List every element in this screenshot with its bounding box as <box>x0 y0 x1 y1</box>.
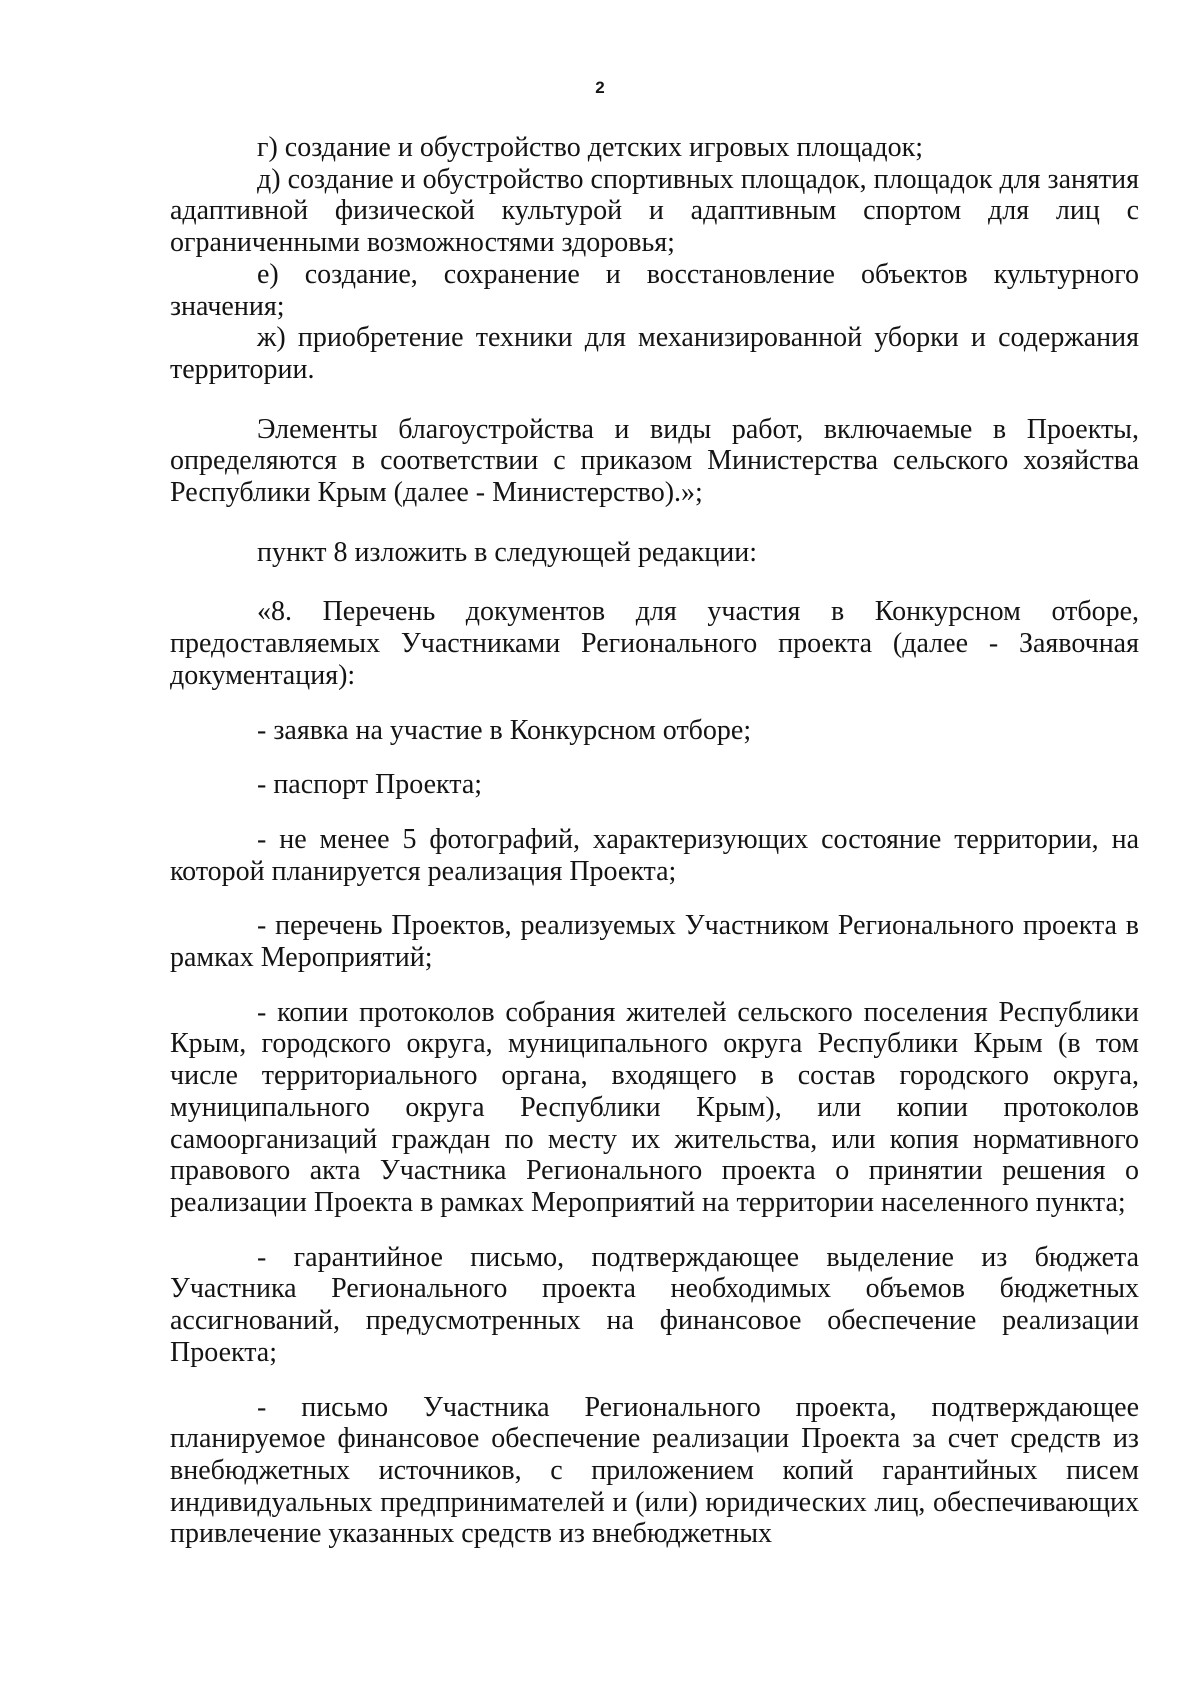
list-item-protocols: - копии протоколов собрания жителей сельского поселения Республики Крым, городского округа, муниципального округа Республики Крым (в том числе территориального органа, входящего в состав городского округа, муниципального округа Республики Крым), или копии протоколов самоорганизаций граждан по месту их жительства, или копия нормативного правового акта Участника Регионального проекта о принятии решения о реализации Проекта в рамках Мероприятий на территории населенного пункта; <box>170 996 1139 1218</box>
paragraph-item-e: е) создание, сохранение и восстановление объектов культурного значения; <box>170 258 1139 322</box>
paragraph-amendment: пункт 8 изложить в следующей редакции: <box>257 536 757 568</box>
list-item-application: - заявка на участие в Конкурсном отборе; <box>257 714 752 746</box>
page-number: 2 <box>595 78 605 97</box>
list-item-passport: - паспорт Проекта; <box>257 769 483 801</box>
paragraph-item-zh: ж) приобретение техники для механизированной уборки и содержания территории. <box>170 322 1139 385</box>
list-item-funding-letter: - письмо Участника Регионального проекта, подтверждающее планируемое финансовое обеспечение реализации Проекта за счет средств из внебюджетных источников, с приложением копий гарантийных писем индивидуальных предпринимателей и (или) юридических лиц, обеспечивающих привлечение указанных средств из внебюджетных <box>170 1391 1139 1550</box>
paragraph-item-d: д) создание и обустройство спортивных площадок, площадок для занятия адаптивной физической культурой и адаптивным спортом для лиц с ограниченными возможностями здоровья; <box>170 163 1139 259</box>
paragraph-item-g: г) создание и обустройство детских игровых площадок; <box>257 132 924 163</box>
paragraph-elements: Элементы благоустройства и виды работ, включаемые в Проекты, определяются в соответствии с приказом Министерства сельского хозяйства Республики Крым (далее - Министерство).»; <box>170 413 1139 509</box>
paragraph-point-8: «8. Перечень документов для участия в Конкурсном отборе, предоставляемых Участниками Регионального проекта (далее - Заявочная документация): <box>170 596 1139 691</box>
list-item-guarantee-letter: - гарантийное письмо, подтверждающее выделение из бюджета Участника Регионального проекта необходимых объемов бюджетных ассигнований, предусмотренных на финансовое обеспечение реализации Проекта; <box>170 1241 1139 1368</box>
list-item-photos: - не менее 5 фотографий, характеризующих состояние территории, на которой планируется реализация Проекта; <box>170 823 1139 887</box>
document-body <box>170 132 1139 1550</box>
list-item-projects-list: - перечень Проектов, реализуемых Участником Регионального проекта в рамках Мероприятий; <box>170 910 1139 974</box>
